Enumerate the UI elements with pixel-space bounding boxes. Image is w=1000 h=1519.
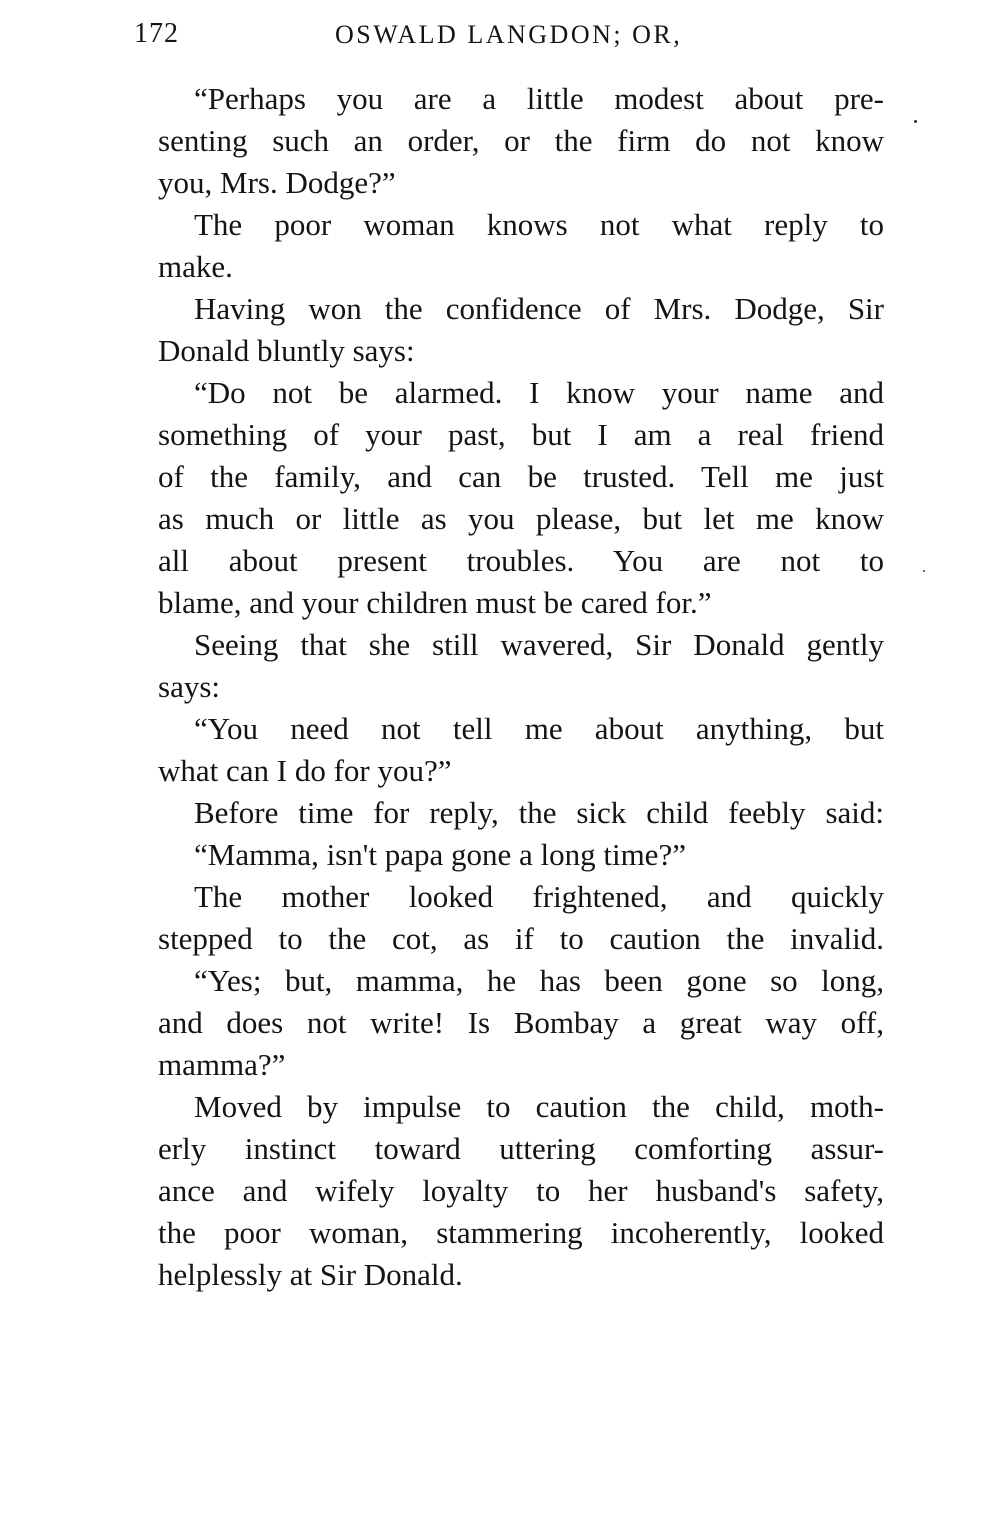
text-line: you, Mrs. Dodge?” (158, 165, 396, 200)
text-line: make. (158, 249, 233, 284)
text-line: “You need not tell me about anything, but (194, 711, 884, 746)
paragraph (158, 960, 884, 1086)
text-line: “Yes; but, mamma, he has been gone so long, (194, 963, 884, 998)
paragraph (158, 372, 884, 624)
paragraph (158, 792, 884, 834)
text-line: Having won the confidence of Mrs. Dodge, Sir (194, 291, 884, 326)
page-number: 172 (134, 18, 179, 49)
print-speck (914, 120, 917, 123)
text-line: all about present troubles. You are not to (158, 543, 884, 578)
paragraph (158, 288, 884, 372)
text-line: something of your past, but I am a real friend (158, 417, 884, 452)
text-line: the poor woman, stammering incoherently, looked (158, 1215, 884, 1250)
text-line: The poor woman knows not what reply to (194, 207, 884, 242)
text-line: Seeing that she still wavered, Sir Donald gently (194, 627, 884, 662)
text-line: of the family, and can be trusted. Tell me just (158, 459, 884, 494)
text-line: “Do not be alarmed. I know your name and (194, 375, 884, 410)
text-line: Donald bluntly says: (158, 333, 415, 368)
text-line: what can I do for you?” (158, 753, 452, 788)
paragraph (158, 834, 884, 876)
paragraph (158, 708, 884, 792)
text-line: stepped to the cot, as if to caution the invalid. (158, 921, 884, 956)
text-line: Before time for reply, the sick child feebly said: (194, 795, 884, 830)
text-line: says: (158, 669, 220, 704)
text-line: “Mamma, isn't papa gone a long time?” (194, 837, 686, 872)
text-line: as much or little as you please, but let me know (158, 501, 884, 536)
text-line: and does not write! Is Bombay a great way off, (158, 1005, 884, 1040)
text-line: Moved by impulse to caution the child, moth- (194, 1089, 884, 1124)
text-line: erly instinct toward uttering comforting assur- (158, 1131, 884, 1166)
paragraph (158, 876, 884, 960)
text-line: helplessly at Sir Donald. (158, 1257, 463, 1292)
text-line: The mother looked frightened, and quickly (194, 879, 884, 914)
text-line: ance and wifely loyalty to her husband's safety, (158, 1173, 884, 1208)
print-speck (923, 570, 925, 572)
text-line: blame, and your children must be cared for.” (158, 585, 712, 620)
paragraph (158, 78, 884, 204)
text-line: senting such an order, or the firm do not know (158, 123, 884, 158)
text-line: mamma?” (158, 1047, 286, 1082)
paragraph (158, 624, 884, 708)
paragraph (158, 1086, 884, 1296)
body-text (158, 78, 884, 1296)
text-line: “Perhaps you are a little modest about pre- (194, 81, 884, 116)
running-head: OSWALD LANGDON; OR, (335, 20, 683, 49)
paragraph (158, 204, 884, 288)
